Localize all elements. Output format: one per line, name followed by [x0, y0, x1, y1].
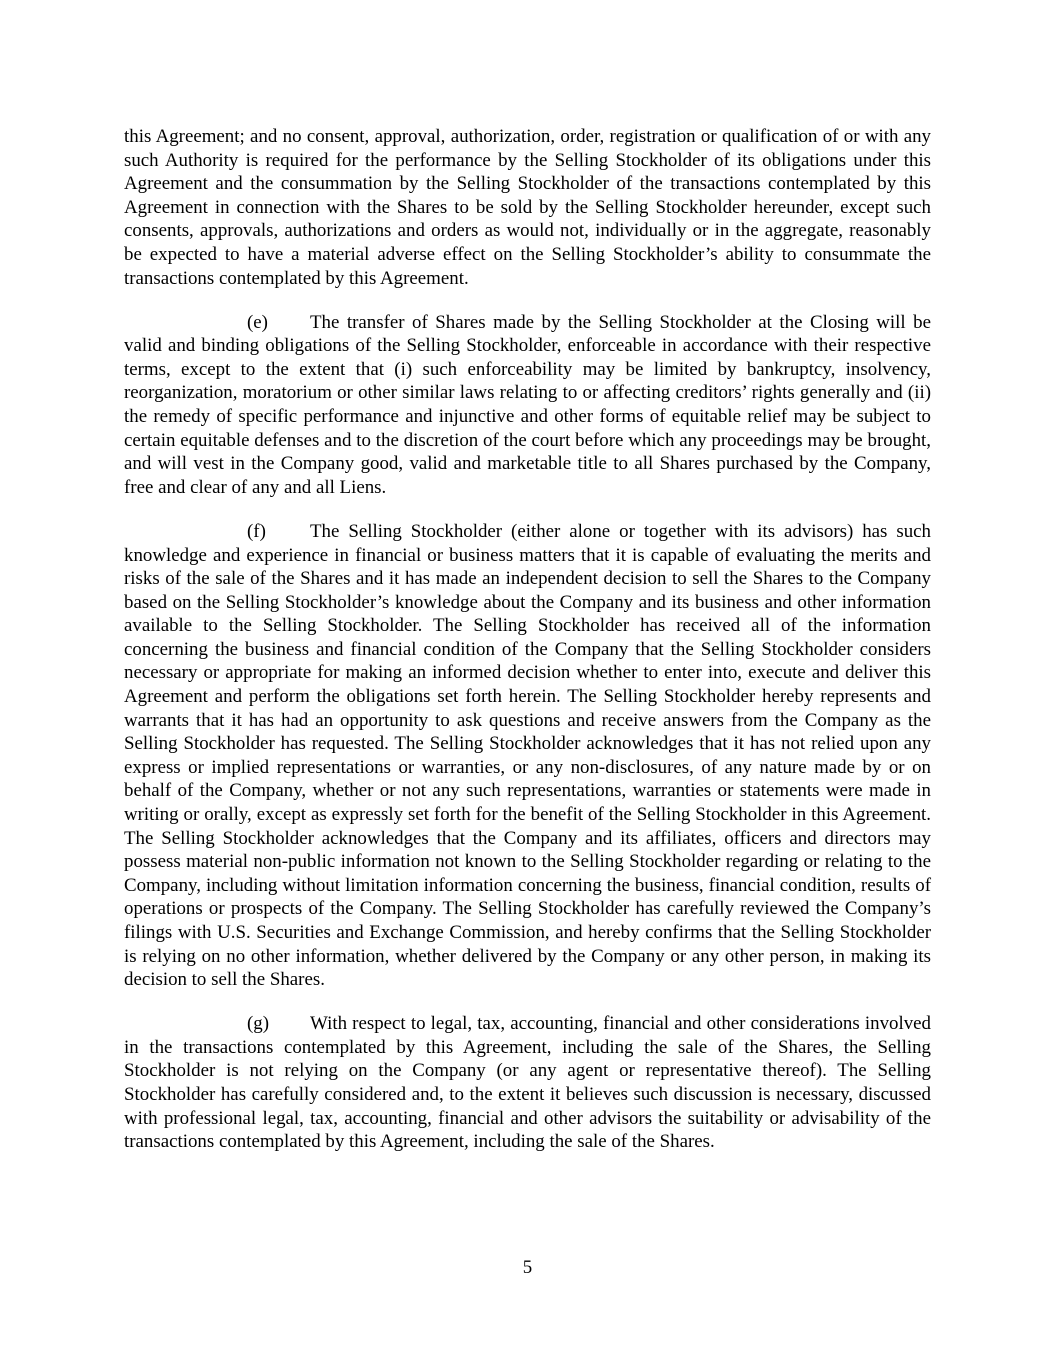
paragraph-text: With respect to legal, tax, accounting, financial and other considerations involved in the transactions contemplated by this Agreement, including the sale of the Shares, the Selling Stockholder is not relying on the Company (or any agent or representative thereof). The Selling Stockholder has carefully considered and, to the extent it believes such discussion is necessary, discussed with professional legal, tax, accounting, financial and other advisors the suitability or advisability of the transactions contemplated by this Agreement, including the sale of the Shares.: [124, 1013, 931, 1153]
paragraph-label: (f): [247, 520, 266, 542]
paragraph-label: (e): [247, 311, 268, 333]
paragraph-g: [124, 1012, 931, 1154]
page-number: 5: [522, 1257, 533, 1278]
paragraph-continuation: [124, 125, 931, 290]
paragraph-text: this Agreement; and no consent, approval, authorization, order, registration or qualification of or with any such Authority is required for the performance by the Selling Stockholder of its obligations under this Agreement and the consummation by the Selling Stockholder of the transactions contemplated by this Agreement in connection with the Shares to be sold by the Selling Stockholder hereunder, except such consents, approvals, authorizations and orders as would not, individually or in the aggregate, reasonably be expected to have a material adverse effect on the Selling Stockholder’s ability to consummate the transactions contemplated by this Agreement.: [124, 126, 931, 289]
paragraph-e: [124, 311, 931, 500]
paragraph-f: [124, 520, 931, 992]
paragraph-label: (g): [247, 1013, 270, 1035]
paragraph-text: The Selling Stockholder (either alone or together with its advisors) has such knowledge and experience in financial or business matters that it is capable of evaluating the merits and risks of the sale of the Shares and it has made an independent decision to sell the Shares to the Company based on the Selling Stockholder’s knowledge about the Company and its business and other information available to the Selling Stockholder. The Selling Stockholder has received all of the information concerning the business and financial condition of the Company that the Selling Stockholder considers necessary or appropriate for making an informed decision whether to enter into, execute and deliver this Agreement and perform the obligations set forth herein. The Selling Stockholder hereby represents and warrants that it has had an opportunity to ask questions and receive answers from the Company as the Selling Stockholder has requested. The Selling Stockholder acknowledges that it has not relied upon any express or implied representations or warranties, or any non-disclosures, of any nature made by or on behalf of the Company, whether or not any such representations, warranties or statements were made in writing or orally, except as expressly set forth for the benefit of the Selling Stockholder in this Agreement. The Selling Stockholder acknowledges that the Company and its affiliates, officers and directors may possess material non-public information not known to the Selling Stockholder regarding or relating to the Company, including without limitation information concerning the business, financial condition, results of operations or prospects of the Company. The Selling Stockholder has carefully reviewed the Company’s filings with U.S. Securities and Exchange Commission, and hereby confirms that the Selling Stockholder is relying on no other information, whether delivered by the Company or any other person, in making its decision to sell the Shares.: [124, 520, 931, 991]
document-body: [124, 125, 931, 1174]
paragraph-text: The transfer of Shares made by the Selling Stockholder at the Closing will be valid and binding obligations of the Selling Stockholder, enforceable in accordance with their respective terms, except to the extent that (i) such enforceability may be limited by bankruptcy, insolvency, reorganization, moratorium or other similar laws relating to or affecting creditors’ rights generally and (ii) the remedy of specific performance and injunctive and other forms of equitable relief may be subject to certain equitable defenses and to the discretion of the court before which any proceedings may be brought, and will vest in the Company good, valid and marketable title to all Shares purchased by the Company, free and clear of any and all Liens.: [124, 311, 931, 498]
